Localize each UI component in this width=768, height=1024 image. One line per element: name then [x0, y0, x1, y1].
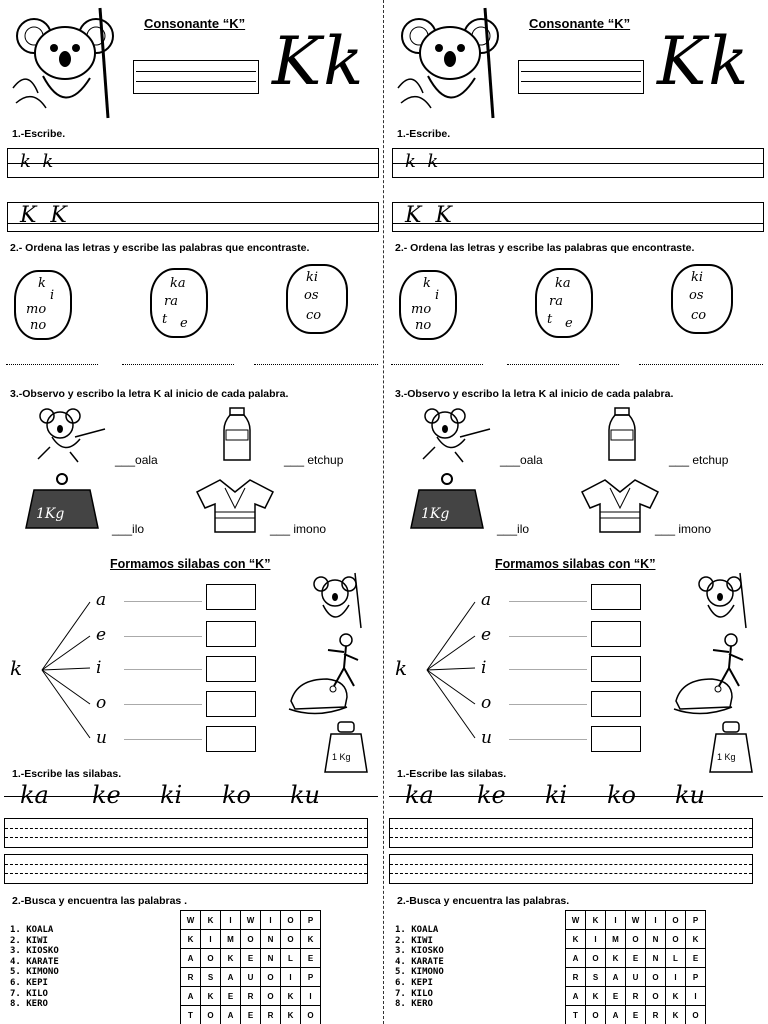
grid-cell[interactable]: I	[281, 968, 301, 987]
syllable-ku: ku	[290, 781, 320, 809]
answer-line-3[interactable]	[639, 364, 763, 365]
grid-row	[566, 911, 706, 930]
letter-blob-kiosco: ki os co	[286, 264, 348, 334]
word-koala: ___oala	[500, 453, 543, 467]
grid-cell[interactable]: E	[606, 987, 626, 1006]
answer-line-3[interactable]	[254, 364, 378, 365]
vowel-o: o	[96, 693, 107, 713]
grid-cell[interactable]: O	[201, 1006, 221, 1024]
syllable-box-ke[interactable]	[206, 621, 256, 647]
write-syllables-heading: 1.-Escribe las silabas.	[12, 768, 122, 780]
word-kimono: ___ imono	[270, 522, 327, 536]
grid-cell[interactable]: O	[261, 987, 281, 1006]
svg-text:1Kg: 1Kg	[421, 506, 450, 522]
grid-cell[interactable]: K	[686, 930, 706, 949]
koala-running-illustration	[30, 407, 110, 462]
vowel-i: i	[96, 658, 102, 678]
grid-cell[interactable]: O	[261, 968, 281, 987]
syllable-ko: ko	[222, 781, 251, 809]
writing-line-1-sample: k k	[20, 151, 54, 172]
grid-row	[566, 930, 706, 949]
grid-cell[interactable]: P	[301, 911, 321, 930]
grid-cell[interactable]: K	[566, 930, 586, 949]
vowel-e: e	[481, 625, 492, 645]
syllable-ko: ko	[607, 781, 636, 809]
grid-cell[interactable]: K	[221, 949, 241, 968]
worksheet-title: Consonante “K”	[144, 16, 246, 31]
grid-row	[181, 968, 321, 987]
grid-cell[interactable]: E	[301, 949, 321, 968]
grid-cell[interactable]: E	[626, 949, 646, 968]
kepi-hat-illustration	[287, 675, 351, 719]
worksheet-right	[385, 0, 768, 1024]
big-k-letters: Kk	[657, 23, 751, 100]
grid-row	[181, 930, 321, 949]
word-ketchup: ___ etchup	[669, 453, 729, 467]
grid-cell[interactable]: R	[181, 968, 201, 987]
grid-cell[interactable]: O	[301, 1006, 321, 1024]
search-word-list: 1. KOALA 2. KIWI 3. KIOSKO 4. KARATE 5. KIMONO 6. KEPI 7. KILO 8. KERO	[10, 925, 59, 1010]
grid-cell[interactable]: A	[566, 949, 586, 968]
syllable-box-ko[interactable]	[206, 691, 256, 717]
writing-line-1[interactable]	[7, 148, 379, 178]
grid-cell[interactable]: K	[281, 987, 301, 1006]
syllable-box-ku[interactable]	[206, 726, 256, 752]
syllables-title: Formamos silabas con “K”	[110, 557, 271, 571]
svg-text:1Kg: 1Kg	[36, 506, 65, 522]
weight-small-illustration	[708, 722, 754, 774]
svg-text:1 Kg: 1 Kg	[717, 752, 736, 762]
grid-cell[interactable]: U	[626, 968, 646, 987]
grid-cell[interactable]: K	[281, 1006, 301, 1024]
syllables-title: Formamos silabas con “K”	[495, 557, 656, 571]
grid-cell[interactable]: I	[261, 911, 281, 930]
grid-row	[181, 911, 321, 930]
worksheet-title: Consonante “K”	[529, 16, 631, 31]
koala-small-illustration	[690, 573, 750, 628]
grid-cell[interactable]: K	[666, 1006, 686, 1024]
grid-cell[interactable]: K	[201, 987, 221, 1006]
syllable-consonant: k	[395, 656, 408, 680]
section2-heading: 2.- Ordena las letras y escribe las palabras que encontraste.	[395, 242, 695, 254]
letter-blob-kimono: k i mo no	[14, 270, 72, 340]
grid-cell[interactable]: I	[301, 987, 321, 1006]
grid-cell[interactable]: O	[201, 949, 221, 968]
grid-cell[interactable]: O	[586, 1006, 606, 1024]
grid-row	[566, 987, 706, 1006]
grid-cell[interactable]: O	[281, 911, 301, 930]
answer-line-1[interactable]	[6, 364, 98, 365]
grid-cell[interactable]: K	[666, 987, 686, 1006]
grid-cell[interactable]: O	[626, 930, 646, 949]
grid-cell[interactable]: O	[666, 930, 686, 949]
section2-heading: 2.- Ordena las letras y escribe las palabras que encontraste.	[10, 242, 310, 254]
section3-heading: 3.-Observo y escribo la letra K al inicio de cada palabra.	[395, 388, 674, 400]
syllable-box-ki[interactable]	[591, 656, 641, 682]
grid-cell[interactable]: E	[626, 1006, 646, 1024]
search-heading: 2.-Busca y encuentra las palabras .	[12, 895, 188, 907]
vowel-o: o	[481, 693, 492, 713]
grid-cell[interactable]: P	[686, 968, 706, 987]
word-ketchup: ___ etchup	[284, 453, 344, 467]
syllable-branch-lines	[40, 590, 100, 750]
ketchup-bottle-illustration	[607, 408, 637, 463]
grid-cell[interactable]: O	[646, 987, 666, 1006]
answer-line-1[interactable]	[391, 364, 483, 365]
weight-small-illustration	[323, 722, 369, 774]
grid-cell[interactable]: S	[201, 968, 221, 987]
name-box[interactable]	[518, 60, 644, 94]
center-cut-line	[383, 0, 384, 1024]
writing-line-1[interactable]	[392, 148, 764, 178]
weight-illustration	[407, 472, 487, 530]
grid-cell[interactable]: A	[181, 949, 201, 968]
syllable-ke: ke	[92, 781, 121, 809]
grid-cell[interactable]: A	[221, 968, 241, 987]
vowel-a: a	[96, 590, 107, 610]
syllable-box-ka[interactable]	[206, 584, 256, 610]
grid-cell[interactable]: U	[241, 968, 261, 987]
syllable-box-ka[interactable]	[591, 584, 641, 610]
grid-cell[interactable]: R	[566, 968, 586, 987]
syllable-consonant: k	[10, 656, 23, 680]
grid-cell[interactable]: L	[666, 949, 686, 968]
syllable-box-ki[interactable]	[206, 656, 256, 682]
grid-cell[interactable]: M	[606, 930, 626, 949]
grid-row	[566, 1006, 706, 1024]
grid-cell[interactable]: A	[566, 987, 586, 1006]
grid-cell[interactable]: O	[646, 968, 666, 987]
search-word-list: 1. KOALA 2. KIWI 3. KIOSKO 4. KARATE 5. KIMONO 6. KEPI 7. KILO 8. KERO	[395, 925, 444, 1010]
grid-cell[interactable]: O	[241, 930, 261, 949]
letter-blob-kimono: k i mo no	[399, 270, 457, 340]
syllable-box-ku[interactable]	[591, 726, 641, 752]
grid-cell[interactable]: I	[221, 911, 241, 930]
svg-text:1 Kg: 1 Kg	[332, 752, 351, 762]
syllable-ke: ke	[477, 781, 506, 809]
letter-blob-karate: ka ra t e	[535, 268, 593, 338]
word-search-grid[interactable]	[565, 910, 706, 1024]
weight-illustration	[22, 472, 102, 530]
koala-illustration	[393, 8, 513, 118]
grid-cell[interactable]: N	[646, 949, 666, 968]
grid-cell[interactable]: P	[301, 968, 321, 987]
grid-cell[interactable]: A	[221, 1006, 241, 1024]
grid-cell[interactable]: A	[606, 1006, 626, 1024]
syllable-writing-line-2[interactable]	[389, 854, 753, 884]
syllable-ki: ki	[160, 781, 183, 809]
vowel-e: e	[96, 625, 107, 645]
grid-cell[interactable]: O	[666, 911, 686, 930]
grid-cell[interactable]: I	[201, 930, 221, 949]
grid-row	[181, 949, 321, 968]
syllable-ku: ku	[675, 781, 705, 809]
grid-cell[interactable]: K	[606, 949, 626, 968]
grid-cell[interactable]: K	[301, 930, 321, 949]
section1-heading: 1.-Escribe.	[12, 128, 66, 140]
writing-line-2[interactable]	[7, 202, 379, 232]
syllable-box-ke[interactable]	[591, 621, 641, 647]
grid-row	[566, 968, 706, 987]
word-search-grid[interactable]	[180, 910, 321, 1024]
grid-cell[interactable]: T	[566, 1006, 586, 1024]
syllable-box-ko[interactable]	[591, 691, 641, 717]
grid-cell[interactable]: I	[606, 911, 626, 930]
grid-cell[interactable]: W	[626, 911, 646, 930]
vowel-a: a	[481, 590, 492, 610]
worksheet-left	[0, 0, 383, 1024]
name-box[interactable]	[133, 60, 259, 94]
koala-running-illustration	[415, 407, 495, 462]
syllable-ki: ki	[545, 781, 568, 809]
vowel-i: i	[481, 658, 487, 678]
grid-cell[interactable]: O	[586, 949, 606, 968]
word-kilo: ___ilo	[497, 522, 530, 536]
syllable-writing-line-1[interactable]	[389, 818, 753, 848]
grid-cell[interactable]: R	[626, 987, 646, 1006]
grid-cell[interactable]: N	[646, 930, 666, 949]
kimono-illustration	[195, 478, 275, 533]
grid-cell[interactable]: P	[686, 911, 706, 930]
syllable-writing-line-2[interactable]	[4, 854, 368, 884]
kimono-illustration	[580, 478, 660, 533]
syllable-writing-line-1[interactable]	[4, 818, 368, 848]
koala-illustration	[8, 8, 128, 118]
grid-cell[interactable]: W	[566, 911, 586, 930]
vowel-u: u	[481, 728, 492, 748]
ketchup-bottle-illustration	[222, 408, 252, 463]
grid-cell[interactable]: N	[261, 949, 281, 968]
writing-line-1-sample: k k	[405, 151, 439, 172]
grid-cell[interactable]: E	[241, 949, 261, 968]
kepi-hat-illustration	[672, 675, 736, 719]
writing-line-2-sample: K K	[20, 203, 67, 228]
writing-line-2[interactable]	[392, 202, 764, 232]
grid-cell[interactable]: T	[181, 1006, 201, 1024]
grid-cell[interactable]: S	[586, 968, 606, 987]
writing-line-2-sample: K K	[405, 203, 452, 228]
section1-heading: 1.-Escribe.	[397, 128, 451, 140]
vowel-u: u	[96, 728, 107, 748]
koala-small-illustration	[305, 573, 365, 628]
syllable-branch-lines	[425, 590, 485, 750]
syllable-ka: ka	[405, 781, 434, 809]
grid-cell[interactable]: I	[586, 930, 606, 949]
word-kilo: ___ilo	[112, 522, 145, 536]
grid-cell[interactable]: A	[606, 968, 626, 987]
write-syllables-heading: 1.-Escribe las silabas.	[397, 768, 507, 780]
answer-line-2[interactable]	[507, 364, 619, 365]
grid-cell[interactable]: E	[686, 949, 706, 968]
grid-cell[interactable]: E	[241, 1006, 261, 1024]
search-heading: 2.-Busca y encuentra las palabras.	[397, 895, 570, 907]
grid-cell[interactable]: O	[281, 930, 301, 949]
grid-row	[181, 1006, 321, 1024]
big-k-letters: Kk	[272, 23, 366, 100]
letter-blob-karate: ka ra t e	[150, 268, 208, 338]
grid-cell[interactable]: R	[241, 987, 261, 1006]
grid-cell[interactable]: L	[281, 949, 301, 968]
grid-cell[interactable]: R	[646, 1006, 666, 1024]
grid-cell[interactable]: K	[586, 911, 606, 930]
word-kimono: ___ imono	[655, 522, 712, 536]
grid-cell[interactable]: I	[686, 987, 706, 1006]
section3-heading: 3.-Observo y escribo la letra K al inicio de cada palabra.	[10, 388, 289, 400]
grid-cell[interactable]: W	[241, 911, 261, 930]
grid-cell[interactable]: R	[261, 1006, 281, 1024]
grid-cell[interactable]: N	[261, 930, 281, 949]
grid-cell[interactable]: I	[646, 911, 666, 930]
grid-row	[181, 987, 321, 1006]
grid-cell[interactable]: O	[686, 1006, 706, 1024]
grid-cell[interactable]: K	[201, 911, 221, 930]
grid-cell[interactable]: K	[586, 987, 606, 1006]
answer-line-2[interactable]	[122, 364, 234, 365]
word-koala: ___oala	[115, 453, 158, 467]
syllable-ka: ka	[20, 781, 49, 809]
grid-cell[interactable]: W	[181, 911, 201, 930]
grid-cell[interactable]: I	[666, 968, 686, 987]
grid-cell[interactable]: A	[181, 987, 201, 1006]
grid-cell[interactable]: M	[221, 930, 241, 949]
grid-row	[566, 949, 706, 968]
grid-cell[interactable]: K	[181, 930, 201, 949]
grid-cell[interactable]: E	[221, 987, 241, 1006]
letter-blob-kiosco: ki os co	[671, 264, 733, 334]
